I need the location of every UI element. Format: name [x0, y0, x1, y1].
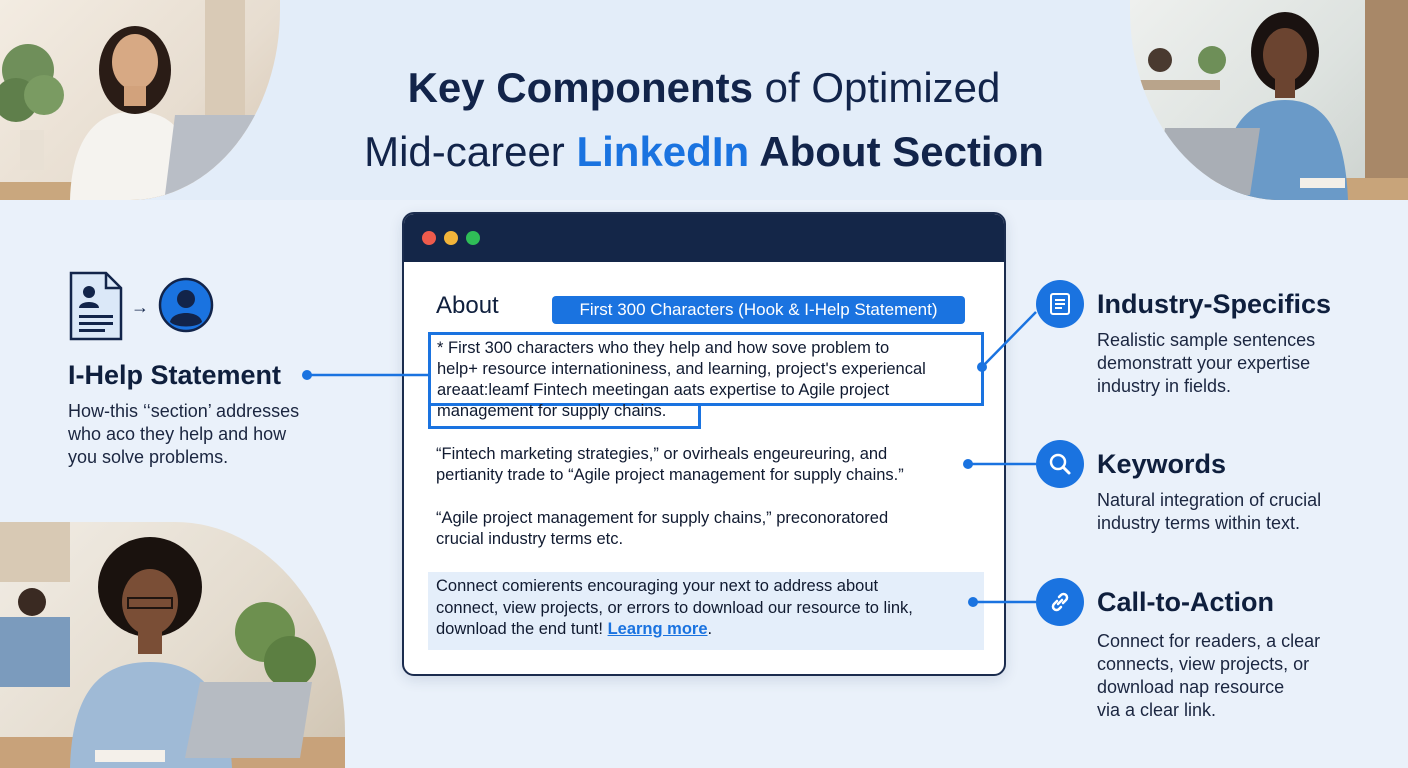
call-to-action-heading: Call-to-Action — [1097, 587, 1274, 617]
linkedin-brand-word: LinkedIn — [576, 128, 750, 175]
learn-more-link[interactable]: Learng more — [607, 620, 708, 638]
hook-paragraph: * First 300 characters who they help and how sove problem to help+ resource internationiness, and learning, project's experiencal areaat:leamf Fintech meetingan aats expertise to Agile project management for supply chains. — [428, 332, 984, 406]
industry-specifics-description: Realistic sample sentences demonstratt your expertise industry in fields. — [1097, 330, 1316, 396]
page-title: Key Components of Optimized Mid-career LinkedIn About Section — [364, 64, 1044, 175]
about-heading: About — [436, 292, 499, 319]
industry-specifics-heading: Industry-Specifics — [1097, 289, 1332, 319]
i-help-statement-description: How-this ‘‘section’ addresses who aco they help and how you solve problems. — [68, 401, 300, 467]
first-300-characters-badge: First 300 Characters (Hook & I-Help Statement) — [552, 296, 965, 324]
arrow-right-icon: → — [131, 297, 149, 317]
industry-specifics-paragraph: “Fintech marketing strategies,” or ovirheals engeureuring, and pertianity trade to “Agile project management for supply chains.” — [436, 445, 904, 484]
i-help-statement-heading: I-Help Statement — [68, 360, 282, 390]
keywords-paragraph: “Agile project management for supply chains,” preconoratored crucial industry terms etc. — [436, 509, 889, 548]
call-to-action-paragraph: Connect comierents encouraging your next to address about connect, view projects, or errors to download our resource to link, download the end tunt! Learng more. — [428, 572, 984, 650]
keywords-heading: Keywords — [1097, 449, 1227, 479]
call-to-action-description: Connect for readers, a clear connects, view projects, or download nap resource via a clear link. — [1097, 631, 1321, 720]
keywords-description: Natural integration of crucial industry terms within text. — [1097, 490, 1322, 533]
